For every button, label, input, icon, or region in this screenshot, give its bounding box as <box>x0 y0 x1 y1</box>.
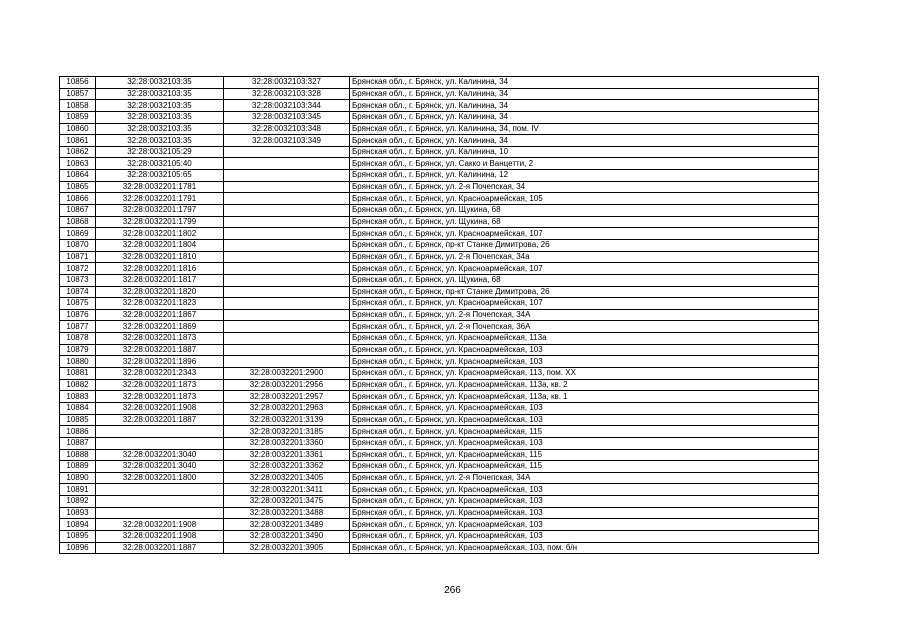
address-cell: Брянская обл., г. Брянск, ул. Сакко и Ванцетти, 2 <box>350 158 819 170</box>
row-number-cell: 10879 <box>60 344 96 356</box>
row-number-cell: 10892 <box>60 496 96 508</box>
object-cadastral-number-cell <box>224 170 350 182</box>
table-row <box>60 146 819 158</box>
table-row <box>60 356 819 368</box>
object-cadastral-number-cell <box>224 298 350 310</box>
land-cadastral-number-cell <box>96 437 224 449</box>
land-cadastral-number-cell: 32:28:0032103:35 <box>96 135 224 147</box>
object-cadastral-number-cell: 32:28:0032201:3360 <box>224 437 350 449</box>
table-row <box>60 286 819 298</box>
land-cadastral-number-cell: 32:28:0032201:1791 <box>96 193 224 205</box>
row-number-cell: 10896 <box>60 542 96 554</box>
address-cell: Брянская обл., г. Брянск, ул. Щукина, 68 <box>350 274 819 286</box>
table-row <box>60 391 819 403</box>
land-cadastral-number-cell: 32:28:0032201:3040 <box>96 461 224 473</box>
row-number-cell: 10862 <box>60 146 96 158</box>
land-cadastral-number-cell: 32:28:0032201:1810 <box>96 251 224 263</box>
row-number-cell: 10871 <box>60 251 96 263</box>
land-cadastral-number-cell <box>96 484 224 496</box>
table-row <box>60 88 819 100</box>
object-cadastral-number-cell <box>224 333 350 345</box>
row-number-cell: 10880 <box>60 356 96 368</box>
object-cadastral-number-cell <box>224 239 350 251</box>
land-cadastral-number-cell: 32:28:0032201:1799 <box>96 216 224 228</box>
address-cell: Брянская обл., г. Брянск, ул. Красноармейская, 105 <box>350 193 819 205</box>
land-cadastral-number-cell: 32:28:0032105:40 <box>96 158 224 170</box>
row-number-cell: 10881 <box>60 368 96 380</box>
land-cadastral-number-cell: 32:28:0032201:1887 <box>96 414 224 426</box>
land-cadastral-number-cell <box>96 507 224 519</box>
table-row <box>60 542 819 554</box>
table-row <box>60 239 819 251</box>
address-cell: Брянская обл., г. Брянск, ул. Красноармейская, 107 <box>350 298 819 310</box>
land-cadastral-number-cell: 32:28:0032201:1820 <box>96 286 224 298</box>
row-number-cell: 10857 <box>60 88 96 100</box>
row-number-cell: 10858 <box>60 100 96 112</box>
land-cadastral-number-cell: 32:28:0032201:1873 <box>96 333 224 345</box>
land-cadastral-number-cell: 32:28:0032201:1802 <box>96 228 224 240</box>
land-cadastral-number-cell: 32:28:0032201:1908 <box>96 402 224 414</box>
address-cell: Брянская обл., г. Брянск, ул. Красноармейская, 107 <box>350 263 819 275</box>
land-cadastral-number-cell: 32:28:0032103:35 <box>96 123 224 135</box>
object-cadastral-number-cell: 32:28:0032201:2963 <box>224 402 350 414</box>
table-row <box>60 461 819 473</box>
land-cadastral-number-cell: 32:28:0032201:3040 <box>96 449 224 461</box>
land-cadastral-number-cell: 32:28:0032201:1887 <box>96 344 224 356</box>
land-cadastral-number-cell: 32:28:0032201:1804 <box>96 239 224 251</box>
land-cadastral-number-cell: 32:28:0032201:1867 <box>96 309 224 321</box>
address-cell: Брянская обл., г. Брянск, ул. Красноармейская, 103 <box>350 402 819 414</box>
land-cadastral-number-cell: 32:28:0032201:1908 <box>96 519 224 531</box>
row-number-cell: 10887 <box>60 437 96 449</box>
table-row <box>60 111 819 123</box>
address-cell: Брянская обл., г. Брянск, ул. 2-я Почепская, 34А <box>350 472 819 484</box>
row-number-cell: 10866 <box>60 193 96 205</box>
address-cell: Брянская обл., г. Брянск, ул. Калинина, 34 <box>350 111 819 123</box>
table-row <box>60 333 819 345</box>
table-row <box>60 309 819 321</box>
object-cadastral-number-cell <box>224 216 350 228</box>
address-cell: Брянская обл., г. Брянск, ул. Красноармейская, 103 <box>350 484 819 496</box>
address-cell: Брянская обл., г. Брянск, ул. Красноармейская, 113а <box>350 333 819 345</box>
table-row <box>60 496 819 508</box>
table-body <box>60 77 819 554</box>
table-row <box>60 484 819 496</box>
row-number-cell: 10894 <box>60 519 96 531</box>
table-row <box>60 321 819 333</box>
object-cadastral-number-cell <box>224 193 350 205</box>
address-cell: Брянская обл., г. Брянск, ул. 2-я Почепская, 34 <box>350 181 819 193</box>
land-cadastral-number-cell: 32:28:0032201:1800 <box>96 472 224 484</box>
object-cadastral-number-cell: 32:28:0032201:3405 <box>224 472 350 484</box>
row-number-cell: 10867 <box>60 205 96 217</box>
table-row <box>60 449 819 461</box>
object-cadastral-number-cell: 32:28:0032201:2956 <box>224 379 350 391</box>
row-number-cell: 10893 <box>60 507 96 519</box>
land-cadastral-number-cell: 32:28:0032201:2343 <box>96 368 224 380</box>
object-cadastral-number-cell <box>224 356 350 368</box>
address-cell: Брянская обл., г. Брянск, ул. Красноармейская, 115 <box>350 426 819 438</box>
object-cadastral-number-cell <box>224 146 350 158</box>
land-cadastral-number-cell: 32:28:0032201:1873 <box>96 391 224 403</box>
land-cadastral-number-cell: 32:28:0032201:1873 <box>96 379 224 391</box>
address-cell: Брянская обл., г. Брянск, ул. Красноармейская, 107 <box>350 228 819 240</box>
object-cadastral-number-cell <box>224 228 350 240</box>
land-cadastral-number-cell <box>96 496 224 508</box>
row-number-cell: 10869 <box>60 228 96 240</box>
row-number-cell: 10873 <box>60 274 96 286</box>
object-cadastral-number-cell: 32:28:0032103:344 <box>224 100 350 112</box>
land-cadastral-number-cell: 32:28:0032103:35 <box>96 111 224 123</box>
row-number-cell: 10890 <box>60 472 96 484</box>
object-cadastral-number-cell: 32:28:0032201:3490 <box>224 530 350 542</box>
table-row <box>60 158 819 170</box>
table-row <box>60 205 819 217</box>
address-cell: Брянская обл., г. Брянск, ул. 2-я Почепская, 34А <box>350 309 819 321</box>
address-cell: Брянская обл., г. Брянск, пр-кт Станке Димитрова, 26 <box>350 286 819 298</box>
table-row <box>60 193 819 205</box>
land-cadastral-number-cell: 32:28:0032201:1797 <box>96 205 224 217</box>
object-cadastral-number-cell: 32:28:0032103:349 <box>224 135 350 147</box>
object-cadastral-number-cell <box>224 286 350 298</box>
table-row <box>60 123 819 135</box>
object-cadastral-number-cell <box>224 205 350 217</box>
table-row <box>60 135 819 147</box>
address-cell: Брянская обл., г. Брянск, ул. Красноармейская, 103 <box>350 530 819 542</box>
land-cadastral-number-cell: 32:28:0032201:1887 <box>96 542 224 554</box>
object-cadastral-number-cell: 32:28:0032201:3361 <box>224 449 350 461</box>
land-cadastral-number-cell: 32:28:0032103:35 <box>96 88 224 100</box>
address-cell: Брянская обл., г. Брянск, ул. Калинина, 12 <box>350 170 819 182</box>
address-cell: Брянская обл., г. Брянск, ул. Красноармейская, 103 <box>350 507 819 519</box>
row-number-cell: 10883 <box>60 391 96 403</box>
address-cell: Брянская обл., г. Брянск, ул. Красноармейская, 113, пом. XX <box>350 368 819 380</box>
address-cell: Брянская обл., г. Брянск, ул. Красноармейская, 113а, кв. 1 <box>350 391 819 403</box>
land-cadastral-number-cell: 32:28:0032105:29 <box>96 146 224 158</box>
table-row <box>60 507 819 519</box>
address-cell: Брянская обл., г. Брянск, ул. Калинина, 34, пом. IV <box>350 123 819 135</box>
row-number-cell: 10885 <box>60 414 96 426</box>
table-row <box>60 426 819 438</box>
land-cadastral-number-cell: 32:28:0032201:1781 <box>96 181 224 193</box>
row-number-cell: 10895 <box>60 530 96 542</box>
row-number-cell: 10877 <box>60 321 96 333</box>
row-number-cell: 10882 <box>60 379 96 391</box>
row-number-cell: 10864 <box>60 170 96 182</box>
object-cadastral-number-cell <box>224 158 350 170</box>
table-row <box>60 263 819 275</box>
object-cadastral-number-cell <box>224 274 350 286</box>
row-number-cell: 10863 <box>60 158 96 170</box>
row-number-cell: 10891 <box>60 484 96 496</box>
land-cadastral-number-cell: 32:28:0032201:1908 <box>96 530 224 542</box>
address-cell: Брянская обл., г. Брянск, ул. Щукина, 68 <box>350 205 819 217</box>
address-cell: Брянская обл., г. Брянск, ул. Красноармейская, 103 <box>350 496 819 508</box>
table-row <box>60 298 819 310</box>
land-cadastral-number-cell <box>96 426 224 438</box>
row-number-cell: 10884 <box>60 402 96 414</box>
object-cadastral-number-cell: 32:28:0032201:2957 <box>224 391 350 403</box>
object-cadastral-number-cell: 32:28:0032201:3185 <box>224 426 350 438</box>
table-row <box>60 472 819 484</box>
address-cell: Брянская обл., г. Брянск, ул. Калинина, 34 <box>350 135 819 147</box>
address-cell: Брянская обл., г. Брянск, ул. Красноармейская, 103 <box>350 414 819 426</box>
table-row <box>60 181 819 193</box>
address-cell: Брянская обл., г. Брянск, ул. Красноармейская, 103 <box>350 519 819 531</box>
object-cadastral-number-cell: 32:28:0032201:3489 <box>224 519 350 531</box>
table-row <box>60 437 819 449</box>
object-cadastral-number-cell <box>224 344 350 356</box>
address-cell: Брянская обл., г. Брянск, ул. 2-я Почепская, 36А <box>350 321 819 333</box>
object-cadastral-number-cell: 32:28:0032201:3411 <box>224 484 350 496</box>
address-cell: Брянская обл., г. Брянск, ул. Красноармейская, 103, пом. б/н <box>350 542 819 554</box>
row-number-cell: 10860 <box>60 123 96 135</box>
land-cadastral-number-cell: 32:28:0032103:35 <box>96 100 224 112</box>
land-cadastral-number-cell: 32:28:0032103:35 <box>96 77 224 89</box>
table-row <box>60 77 819 89</box>
row-number-cell: 10878 <box>60 333 96 345</box>
table-row <box>60 228 819 240</box>
table-row <box>60 519 819 531</box>
object-cadastral-number-cell: 32:28:0032103:328 <box>224 88 350 100</box>
address-cell: Брянская обл., г. Брянск, ул. Щукина, 68 <box>350 216 819 228</box>
address-cell: Брянская обл., г. Брянск, ул. Красноармейская, 103 <box>350 437 819 449</box>
row-number-cell: 10875 <box>60 298 96 310</box>
row-number-cell: 10876 <box>60 309 96 321</box>
row-number-cell: 10886 <box>60 426 96 438</box>
table-row <box>60 402 819 414</box>
land-cadastral-number-cell: 32:28:0032201:1869 <box>96 321 224 333</box>
object-cadastral-number-cell: 32:28:0032201:3488 <box>224 507 350 519</box>
land-cadastral-number-cell: 32:28:0032201:1817 <box>96 274 224 286</box>
table-row <box>60 251 819 263</box>
object-cadastral-number-cell: 32:28:0032103:348 <box>224 123 350 135</box>
address-cell: Брянская обл., г. Брянск, ул. Калинина, 10 <box>350 146 819 158</box>
object-cadastral-number-cell: 32:28:0032103:327 <box>224 77 350 89</box>
table-row <box>60 414 819 426</box>
row-number-cell: 10888 <box>60 449 96 461</box>
address-cell: Брянская обл., г. Брянск, пр-кт Станке Димитрова, 26 <box>350 239 819 251</box>
row-number-cell: 10859 <box>60 111 96 123</box>
object-cadastral-number-cell <box>224 309 350 321</box>
row-number-cell: 10856 <box>60 77 96 89</box>
object-cadastral-number-cell: 32:28:0032201:3475 <box>224 496 350 508</box>
table-row <box>60 170 819 182</box>
row-number-cell: 10889 <box>60 461 96 473</box>
address-cell: Брянская обл., г. Брянск, ул. Красноармейская, 103 <box>350 356 819 368</box>
table-row <box>60 530 819 542</box>
table-row <box>60 216 819 228</box>
land-cadastral-number-cell: 32:28:0032105:65 <box>96 170 224 182</box>
row-number-cell: 10872 <box>60 263 96 275</box>
object-cadastral-number-cell: 32:28:0032201:3139 <box>224 414 350 426</box>
address-cell: Брянская обл., г. Брянск, ул. Красноармейская, 113а, кв. 2 <box>350 379 819 391</box>
land-cadastral-number-cell: 32:28:0032201:1896 <box>96 356 224 368</box>
object-cadastral-number-cell <box>224 181 350 193</box>
address-cell: Брянская обл., г. Брянск, ул. Красноармейская, 115 <box>350 461 819 473</box>
address-cell: Брянская обл., г. Брянск, ул. 2-я Почепская, 34а <box>350 251 819 263</box>
land-cadastral-number-cell: 32:28:0032201:1816 <box>96 263 224 275</box>
object-cadastral-number-cell <box>224 321 350 333</box>
object-cadastral-number-cell: 32:28:0032201:3362 <box>224 461 350 473</box>
table-row <box>60 274 819 286</box>
property-register-table <box>59 76 819 554</box>
table-row <box>60 368 819 380</box>
address-cell: Брянская обл., г. Брянск, ул. Калинина, 34 <box>350 100 819 112</box>
page-number: 266 <box>444 585 461 596</box>
row-number-cell: 10861 <box>60 135 96 147</box>
land-cadastral-number-cell: 32:28:0032201:1823 <box>96 298 224 310</box>
address-cell: Брянская обл., г. Брянск, ул. Калинина, 34 <box>350 88 819 100</box>
table-row <box>60 100 819 112</box>
row-number-cell: 10870 <box>60 239 96 251</box>
address-cell: Брянская обл., г. Брянск, ул. Красноармейская, 103 <box>350 344 819 356</box>
address-cell: Брянская обл., г. Брянск, ул. Калинина, 34 <box>350 77 819 89</box>
row-number-cell: 10874 <box>60 286 96 298</box>
object-cadastral-number-cell: 32:28:0032201:3905 <box>224 542 350 554</box>
table-row <box>60 379 819 391</box>
object-cadastral-number-cell: 32:28:0032201:2900 <box>224 368 350 380</box>
row-number-cell: 10868 <box>60 216 96 228</box>
address-cell: Брянская обл., г. Брянск, ул. Красноармейская, 115 <box>350 449 819 461</box>
row-number-cell: 10865 <box>60 181 96 193</box>
object-cadastral-number-cell <box>224 263 350 275</box>
object-cadastral-number-cell: 32:28:0032103:345 <box>224 111 350 123</box>
object-cadastral-number-cell <box>224 251 350 263</box>
table-row <box>60 344 819 356</box>
